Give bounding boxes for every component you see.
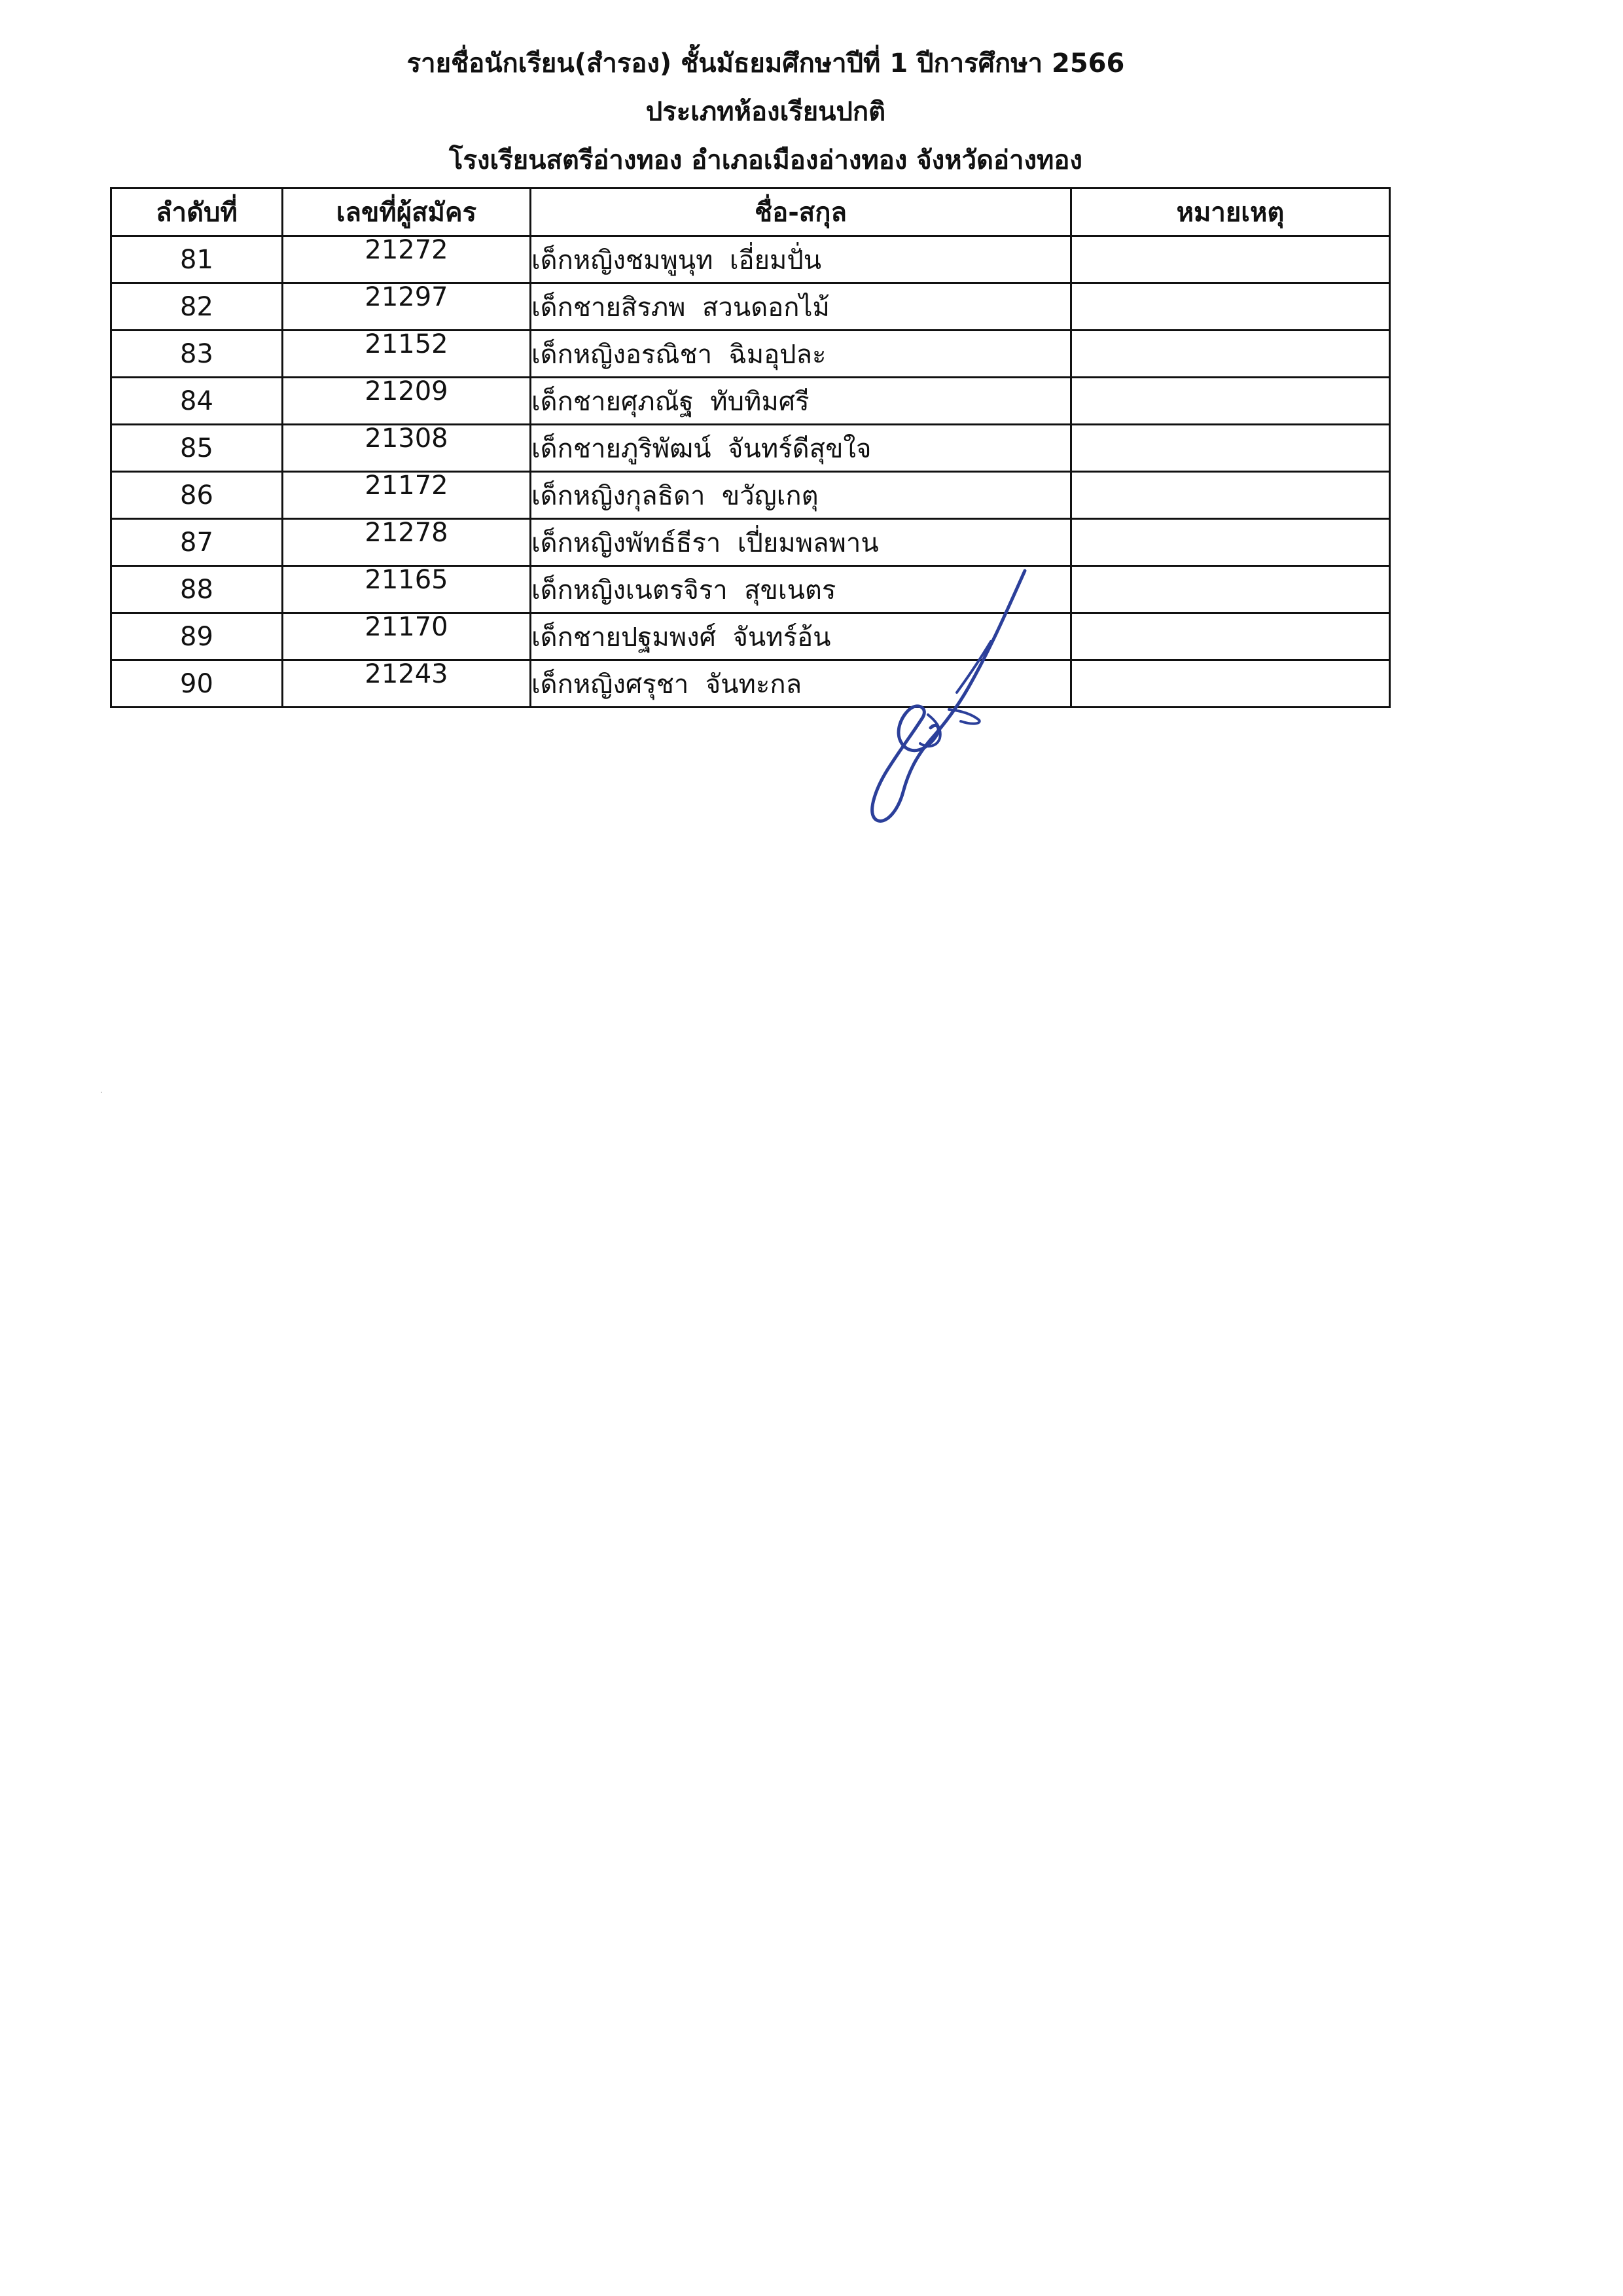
student-name-cell: เด็กชายปฐมพงศ์ จันทร์อ้น (531, 613, 1071, 660)
student-name-cell: เด็กหญิงกุลธิดา ขวัญเกตุ (531, 472, 1071, 519)
scan-speck (101, 1092, 102, 1093)
remark-cell (1071, 472, 1390, 519)
order-cell: 87 (111, 519, 283, 566)
table-row (111, 566, 1390, 613)
title-line-3: โรงเรียนสตรีอ่างทอง อำเภอเมืองอ่างทอง จังหวัดอ่างทอง (449, 145, 1082, 175)
remark-cell (1071, 660, 1390, 708)
document-header (0, 39, 1531, 185)
student-name-cell: เด็กชายภูริพัฒน์ จันทร์ดีสุขใจ (531, 425, 1071, 472)
order-cell: 82 (111, 283, 283, 331)
student-name-cell: เด็กหญิงพัทธ์ธีรา เปี่ยมพลพาน (531, 519, 1071, 566)
applicant-number-cell: 21172 (283, 472, 531, 519)
applicant-number-cell: 21209 (283, 378, 531, 425)
column-header-full-name: ชื่อ-สกุล (531, 188, 1071, 236)
table-row (111, 519, 1390, 566)
column-header-order: ลำดับที่ (111, 188, 283, 236)
student-name-cell: เด็กชายศุภณัฐ ทับทิมศรี (531, 378, 1071, 425)
applicant-number-cell: 21272 (283, 236, 531, 283)
applicant-number-cell: 21152 (283, 331, 531, 378)
remark-cell (1071, 519, 1390, 566)
column-header-applicant-no: เลขที่ผู้สมัคร (283, 188, 531, 236)
order-cell: 86 (111, 472, 283, 519)
order-cell: 85 (111, 425, 283, 472)
title-line-1: รายชื่อนักเรียน(สำรอง) ชั้นมัธยมศึกษาปีที่ 1 ปีการศึกษา 2566 (406, 48, 1125, 79)
title-line-2: ประเภทห้องเรียนปกติ (645, 97, 886, 127)
applicant-number-cell: 21308 (283, 425, 531, 472)
remark-cell (1071, 283, 1390, 331)
remark-cell (1071, 613, 1390, 660)
table-row (111, 472, 1390, 519)
student-name-cell: เด็กหญิงอรณิชา ฉิมอุปละ (531, 331, 1071, 378)
table-row (111, 236, 1390, 283)
order-cell: 81 (111, 236, 283, 283)
order-cell: 84 (111, 378, 283, 425)
order-cell: 90 (111, 660, 283, 708)
table-row (111, 331, 1390, 378)
student-name-cell: เด็กหญิงศรุชา จันทะกล (531, 660, 1071, 708)
table-row (111, 660, 1390, 708)
remark-cell (1071, 331, 1390, 378)
order-cell: 83 (111, 331, 283, 378)
applicant-number-cell: 21278 (283, 519, 531, 566)
column-header-remark: หมายเหตุ (1071, 188, 1390, 236)
applicant-number-cell: 21297 (283, 283, 531, 331)
remark-cell (1071, 378, 1390, 425)
remark-cell (1071, 425, 1390, 472)
remark-cell (1071, 236, 1390, 283)
signature (851, 563, 1047, 825)
signature-stroke (872, 571, 1025, 821)
order-cell: 89 (111, 613, 283, 660)
student-name-cell: เด็กหญิงชมพูนุท เอี่ยมปั่น (531, 236, 1071, 283)
table-row (111, 378, 1390, 425)
remark-cell (1071, 566, 1390, 613)
student-table (110, 187, 1391, 708)
table-row (111, 425, 1390, 472)
table-row (111, 283, 1390, 331)
student-name-cell: เด็กหญิงเนตรจิรา สุขเนตร (531, 566, 1071, 613)
applicant-number-cell: 21165 (283, 566, 531, 613)
table-row (111, 613, 1390, 660)
table-header-row (111, 188, 1390, 236)
applicant-number-cell: 21170 (283, 613, 531, 660)
applicant-number-cell: 21243 (283, 660, 531, 708)
student-name-cell: เด็กชายสิรภพ สวนดอกไม้ (531, 283, 1071, 331)
order-cell: 88 (111, 566, 283, 613)
